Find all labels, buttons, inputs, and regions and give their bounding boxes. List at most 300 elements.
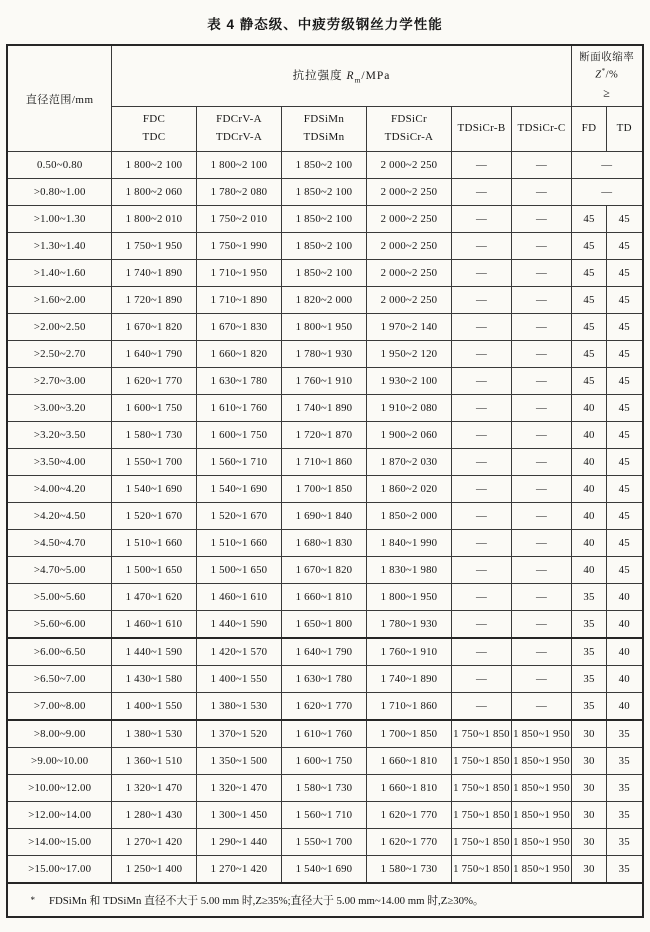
value-cell: 1 760~1 910	[366, 638, 451, 666]
diameter-cell: >1.60~2.00	[7, 287, 111, 314]
value-cell: 1 620~1 770	[111, 368, 196, 395]
value-cell: 1 800~1 950	[281, 314, 366, 341]
td-cell: 45	[607, 341, 643, 368]
value-cell: 1 700~1 850	[366, 720, 451, 748]
diameter-cell: >3.50~4.00	[7, 449, 111, 476]
table-row	[7, 449, 642, 476]
table-row	[7, 693, 642, 721]
td-cell: 40	[607, 584, 643, 611]
value-cell: 1 750~1 950	[111, 233, 196, 260]
grade-col-fdc-tdc	[111, 107, 196, 152]
grade-label: TD	[616, 122, 632, 135]
td-cell: 35	[607, 775, 643, 802]
diameter-cell: >5.60~6.00	[7, 611, 111, 639]
td-cell: 35	[607, 748, 643, 775]
value-cell: 1 510~1 660	[111, 530, 196, 557]
value-cell: 1 270~1 420	[111, 829, 196, 856]
fd-cell: 30	[572, 775, 607, 802]
diameter-cell: >14.00~15.00	[7, 829, 111, 856]
grade-label: FDSiCr	[390, 113, 427, 126]
value-cell: 1 830~1 980	[366, 557, 451, 584]
value-cell: —	[451, 179, 511, 206]
value-cell: —	[511, 422, 571, 449]
value-cell: —	[451, 287, 511, 314]
fd-cell: —	[572, 179, 643, 206]
value-cell: 1 850~1 950	[511, 856, 571, 884]
value-cell: —	[451, 449, 511, 476]
value-cell: 1 320~1 470	[196, 775, 281, 802]
fd-cell: 40	[572, 395, 607, 422]
value-cell: 1 690~1 840	[281, 503, 366, 530]
value-cell: 1 750~1 850	[451, 775, 511, 802]
value-cell: 1 600~1 750	[196, 422, 281, 449]
value-cell: 1 750~1 850	[451, 856, 511, 884]
table-row	[7, 856, 642, 884]
value-cell: 1 910~2 080	[366, 395, 451, 422]
reduction-footnote-ref: *	[601, 66, 606, 75]
reduction-header-suffix: /%	[605, 69, 619, 81]
value-cell: 1 550~1 700	[111, 449, 196, 476]
table-row	[7, 557, 642, 584]
value-cell: 1 700~1 850	[281, 476, 366, 503]
td-cell: 45	[607, 206, 643, 233]
table-row	[7, 829, 642, 856]
reduction-header-line1: 断面收缩率	[579, 51, 635, 63]
fd-cell: 35	[572, 584, 607, 611]
td-cell: 40	[607, 638, 643, 666]
value-cell: 1 300~1 450	[196, 802, 281, 829]
value-cell: —	[451, 233, 511, 260]
value-cell: —	[511, 638, 571, 666]
value-cell: —	[511, 206, 571, 233]
value-cell: —	[451, 422, 511, 449]
value-cell: —	[511, 611, 571, 639]
value-cell: 1 800~2 010	[111, 206, 196, 233]
fd-cell: 45	[572, 206, 607, 233]
value-cell: 1 850~1 950	[511, 802, 571, 829]
value-cell: 1 850~2 000	[366, 503, 451, 530]
value-cell: 1 320~1 470	[111, 775, 196, 802]
value-cell: —	[511, 341, 571, 368]
td-cell: 45	[607, 395, 643, 422]
value-cell: 1 540~1 690	[281, 856, 366, 884]
td-cell: 45	[607, 314, 643, 341]
value-cell: 2 000~2 250	[366, 260, 451, 287]
table-row	[7, 152, 642, 179]
fd-cell: 40	[572, 503, 607, 530]
table-row	[7, 287, 642, 314]
value-cell: 1 740~1 890	[281, 395, 366, 422]
header-row-groups	[7, 45, 642, 107]
diameter-cell: >6.50~7.00	[7, 666, 111, 693]
td-cell: 45	[607, 503, 643, 530]
value-cell: 1 870~2 030	[366, 449, 451, 476]
tensile-header-prefix: 抗拉强度	[292, 70, 347, 83]
value-cell: —	[451, 368, 511, 395]
value-cell: 1 510~1 660	[196, 530, 281, 557]
value-cell: 1 850~1 950	[511, 775, 571, 802]
value-cell: 1 380~1 530	[196, 693, 281, 721]
fd-cell: 40	[572, 557, 607, 584]
fd-cell: 45	[572, 368, 607, 395]
value-cell: 1 670~1 830	[196, 314, 281, 341]
fd-cell: 30	[572, 748, 607, 775]
value-cell: 1 740~1 890	[111, 260, 196, 287]
table-row	[7, 368, 642, 395]
value-cell: 1 460~1 610	[196, 584, 281, 611]
value-cell: 1 610~1 760	[196, 395, 281, 422]
value-cell: 1 500~1 650	[196, 557, 281, 584]
value-cell: —	[451, 666, 511, 693]
diameter-cell: >6.00~6.50	[7, 638, 111, 666]
value-cell: 1 620~1 770	[366, 829, 451, 856]
value-cell: —	[451, 638, 511, 666]
td-cell: 45	[607, 557, 643, 584]
diameter-cell: >9.00~10.00	[7, 748, 111, 775]
value-cell: 1 280~1 430	[111, 802, 196, 829]
value-cell: —	[511, 260, 571, 287]
diameter-range-header: 直径范围/mm	[7, 45, 111, 152]
value-cell: 2 000~2 250	[366, 179, 451, 206]
value-cell: —	[451, 530, 511, 557]
grade-col-fd	[572, 107, 607, 152]
value-cell: —	[511, 557, 571, 584]
value-cell: 1 660~1 810	[281, 584, 366, 611]
value-cell: 1 550~1 700	[281, 829, 366, 856]
value-cell: 1 800~2 060	[111, 179, 196, 206]
value-cell: 1 400~1 550	[111, 693, 196, 721]
grade-col-tdsicrc	[511, 107, 571, 152]
table-row	[7, 666, 642, 693]
value-cell: 1 580~1 730	[366, 856, 451, 884]
value-cell: 1 740~1 890	[366, 666, 451, 693]
value-cell: 1 750~1 850	[451, 720, 511, 748]
value-cell: —	[511, 530, 571, 557]
value-cell: 1 780~2 080	[196, 179, 281, 206]
fd-cell: 40	[572, 449, 607, 476]
table-row	[7, 748, 642, 775]
diameter-cell: >2.70~3.00	[7, 368, 111, 395]
tensile-symbol: R	[346, 70, 355, 83]
table-row	[7, 775, 642, 802]
grade-col-fdsimn-tdsimn	[281, 107, 366, 152]
value-cell: 1 750~1 850	[451, 829, 511, 856]
diameter-cell: >10.00~12.00	[7, 775, 111, 802]
value-cell: 1 440~1 590	[196, 611, 281, 639]
value-cell: —	[511, 152, 571, 179]
tensile-strength-header	[111, 45, 571, 107]
value-cell: 1 360~1 510	[111, 748, 196, 775]
value-cell: —	[511, 287, 571, 314]
value-cell: —	[451, 314, 511, 341]
value-cell: —	[451, 611, 511, 639]
value-cell: 1 540~1 690	[196, 476, 281, 503]
diameter-cell: >4.00~4.20	[7, 476, 111, 503]
value-cell: —	[451, 260, 511, 287]
grade-label: TDSiMn	[303, 131, 345, 143]
value-cell: 1 610~1 760	[281, 720, 366, 748]
diameter-cell: >5.00~5.60	[7, 584, 111, 611]
value-cell: 1 780~1 930	[366, 611, 451, 639]
grade-label: TDSiCr-A	[384, 131, 434, 143]
footnote-row	[7, 883, 642, 917]
td-cell: 45	[607, 368, 643, 395]
fd-cell: 30	[572, 829, 607, 856]
value-cell: 1 670~1 820	[111, 314, 196, 341]
value-cell: 1 720~1 890	[111, 287, 196, 314]
value-cell: —	[511, 693, 571, 721]
value-cell: 1 370~1 520	[196, 720, 281, 748]
value-cell: —	[511, 233, 571, 260]
value-cell: 1 420~1 570	[196, 638, 281, 666]
td-cell: 40	[607, 693, 643, 721]
diameter-cell: >0.80~1.00	[7, 179, 111, 206]
value-cell: 1 470~1 620	[111, 584, 196, 611]
value-cell: 1 380~1 530	[111, 720, 196, 748]
grade-label: FDCrV-A	[216, 113, 262, 126]
fd-cell: 45	[572, 287, 607, 314]
table-row	[7, 638, 642, 666]
value-cell: 1 680~1 830	[281, 530, 366, 557]
fd-cell: 35	[572, 638, 607, 666]
table-body	[7, 152, 642, 884]
value-cell: 1 520~1 670	[111, 503, 196, 530]
value-cell: 2 000~2 250	[366, 233, 451, 260]
value-cell: 1 580~1 730	[111, 422, 196, 449]
table-row	[7, 422, 642, 449]
reduction-header-line2	[572, 66, 642, 84]
table-row	[7, 611, 642, 639]
value-cell: 1 620~1 770	[366, 802, 451, 829]
footnote-cell	[7, 883, 642, 917]
diameter-cell: >8.00~9.00	[7, 720, 111, 748]
value-cell: 1 660~1 820	[196, 341, 281, 368]
td-cell: 35	[607, 856, 643, 884]
value-cell: 1 850~2 100	[281, 260, 366, 287]
value-cell: 1 660~1 810	[366, 775, 451, 802]
fd-cell: 35	[572, 693, 607, 721]
grade-col-fdsicr-tdsicra	[366, 107, 451, 152]
value-cell: —	[451, 503, 511, 530]
table-row	[7, 584, 642, 611]
value-cell: 2 000~2 250	[366, 287, 451, 314]
diameter-cell: >4.20~4.50	[7, 503, 111, 530]
value-cell: 1 900~2 060	[366, 422, 451, 449]
diameter-cell: >3.00~3.20	[7, 395, 111, 422]
value-cell: 1 820~2 000	[281, 287, 366, 314]
value-cell: 2 000~2 250	[366, 152, 451, 179]
value-cell: 1 850~2 100	[281, 152, 366, 179]
value-cell: 1 560~1 710	[281, 802, 366, 829]
diameter-cell: >4.70~5.00	[7, 557, 111, 584]
table-row	[7, 206, 642, 233]
grade-col-tdsicrb	[451, 107, 511, 152]
value-cell: 1 850~1 950	[511, 829, 571, 856]
value-cell: 1 710~1 890	[196, 287, 281, 314]
value-cell: 1 580~1 730	[281, 775, 366, 802]
diameter-cell: >2.00~2.50	[7, 314, 111, 341]
fd-cell: 30	[572, 720, 607, 748]
value-cell: 1 540~1 690	[111, 476, 196, 503]
value-cell: —	[511, 314, 571, 341]
table-row	[7, 179, 642, 206]
properties-table	[6, 44, 643, 918]
value-cell: 1 850~2 100	[281, 233, 366, 260]
fd-cell: 40	[572, 422, 607, 449]
diameter-cell: >7.00~8.00	[7, 693, 111, 721]
fd-cell: 40	[572, 476, 607, 503]
value-cell: 1 750~1 850	[451, 802, 511, 829]
td-cell: 45	[607, 422, 643, 449]
value-cell: 1 850~1 950	[511, 720, 571, 748]
value-cell: —	[511, 476, 571, 503]
grade-label: TDCrV-A	[215, 131, 263, 143]
grade-label: FDSiMn	[303, 113, 345, 126]
table-footer	[7, 883, 642, 917]
value-cell: —	[511, 449, 571, 476]
table-title: 表 4 静态级、中疲劳级钢丝力学性能	[207, 17, 443, 32]
table-row	[7, 395, 642, 422]
value-cell: 1 930~2 100	[366, 368, 451, 395]
value-cell: 1 970~2 140	[366, 314, 451, 341]
value-cell: 1 840~1 990	[366, 530, 451, 557]
diameter-cell: >12.00~14.00	[7, 802, 111, 829]
value-cell: 1 600~1 750	[111, 395, 196, 422]
value-cell: 1 720~1 870	[281, 422, 366, 449]
td-cell: 40	[607, 666, 643, 693]
fd-cell: 35	[572, 666, 607, 693]
diameter-cell: >3.20~3.50	[7, 422, 111, 449]
value-cell: 1 710~1 950	[196, 260, 281, 287]
td-cell: 45	[607, 476, 643, 503]
value-cell: —	[451, 206, 511, 233]
footnote-marker: *	[30, 894, 35, 905]
table-row	[7, 341, 642, 368]
fd-cell: 35	[572, 611, 607, 639]
value-cell: —	[451, 476, 511, 503]
value-cell: 1 350~1 500	[196, 748, 281, 775]
diameter-cell: >4.50~4.70	[7, 530, 111, 557]
value-cell: 1 560~1 710	[196, 449, 281, 476]
value-cell: 1 710~1 860	[281, 449, 366, 476]
value-cell: 1 780~1 930	[281, 341, 366, 368]
value-cell: —	[511, 179, 571, 206]
value-cell: —	[511, 503, 571, 530]
value-cell: 1 800~1 950	[366, 584, 451, 611]
fd-cell: 45	[572, 314, 607, 341]
value-cell: 1 290~1 440	[196, 829, 281, 856]
grade-col-td	[607, 107, 643, 152]
td-cell: 35	[607, 802, 643, 829]
value-cell: 1 620~1 770	[281, 693, 366, 721]
fd-cell: 45	[572, 260, 607, 287]
fd-cell: 45	[572, 233, 607, 260]
diameter-cell: >15.00~17.00	[7, 856, 111, 884]
diameter-cell: 0.50~0.80	[7, 152, 111, 179]
grade-label: FDC	[142, 113, 166, 126]
value-cell: 1 520~1 670	[196, 503, 281, 530]
value-cell: 1 400~1 550	[196, 666, 281, 693]
td-cell: 35	[607, 720, 643, 748]
value-cell: —	[511, 666, 571, 693]
fd-cell: 45	[572, 341, 607, 368]
value-cell: 1 640~1 790	[111, 341, 196, 368]
value-cell: 1 760~1 910	[281, 368, 366, 395]
grade-label: TDSiCr-C	[517, 122, 566, 135]
value-cell: 1 500~1 650	[111, 557, 196, 584]
value-cell: —	[511, 368, 571, 395]
td-cell: 35	[607, 829, 643, 856]
fd-cell: —	[572, 152, 643, 179]
value-cell: 1 750~2 010	[196, 206, 281, 233]
value-cell: —	[451, 152, 511, 179]
value-cell: 1 750~1 850	[451, 748, 511, 775]
value-cell: —	[451, 395, 511, 422]
grade-label: TDSiCr-B	[457, 122, 506, 135]
table-header	[7, 45, 642, 152]
td-cell: 45	[607, 287, 643, 314]
table-row	[7, 530, 642, 557]
value-cell: 1 460~1 610	[111, 611, 196, 639]
value-cell: 1 430~1 580	[111, 666, 196, 693]
value-cell: 1 850~2 100	[281, 179, 366, 206]
footnote-text: FDSiMn 和 TDSiMn 直径不大于 5.00 mm 时,Z≥35%;直径大于 5.00 mm~14.00 mm 时,Z≥30%。	[48, 894, 484, 907]
value-cell: —	[451, 693, 511, 721]
value-cell: 1 800~2 100	[196, 152, 281, 179]
td-cell: 45	[607, 530, 643, 557]
reduction-symbol: Z	[595, 69, 602, 81]
table-row	[7, 503, 642, 530]
value-cell: 1 860~2 020	[366, 476, 451, 503]
value-cell: 1 440~1 590	[111, 638, 196, 666]
grade-col-fdcrv-tdcrv	[196, 107, 281, 152]
td-cell: 45	[607, 260, 643, 287]
value-cell: 1 640~1 790	[281, 638, 366, 666]
value-cell: 1 630~1 780	[196, 368, 281, 395]
value-cell: 1 850~2 100	[281, 206, 366, 233]
value-cell: 1 250~1 400	[111, 856, 196, 884]
value-cell: 1 650~1 800	[281, 611, 366, 639]
value-cell: 1 850~1 950	[511, 748, 571, 775]
value-cell: 1 800~2 100	[111, 152, 196, 179]
table-row	[7, 233, 642, 260]
diameter-cell: >1.40~1.60	[7, 260, 111, 287]
fd-cell: 30	[572, 856, 607, 884]
diameter-cell: >2.50~2.70	[7, 341, 111, 368]
td-cell: 45	[607, 233, 643, 260]
value-cell: 1 600~1 750	[281, 748, 366, 775]
value-cell: 1 950~2 120	[366, 341, 451, 368]
value-cell: 1 750~1 990	[196, 233, 281, 260]
value-cell: —	[451, 341, 511, 368]
fd-cell: 30	[572, 802, 607, 829]
value-cell: 1 710~1 860	[366, 693, 451, 721]
grade-label: FD	[581, 122, 597, 135]
value-cell: 2 000~2 250	[366, 206, 451, 233]
diameter-cell: >1.30~1.40	[7, 233, 111, 260]
tensile-symbol-subscript: m	[354, 75, 362, 85]
reduction-of-area-header	[572, 45, 643, 107]
greater-equal-sign: ≥	[603, 85, 611, 100]
table-row	[7, 260, 642, 287]
grade-label: TDC	[142, 131, 166, 143]
value-cell: —	[451, 557, 511, 584]
value-cell: 1 270~1 420	[196, 856, 281, 884]
td-cell: 40	[607, 611, 643, 639]
value-cell: —	[511, 584, 571, 611]
value-cell: —	[511, 395, 571, 422]
value-cell: 1 670~1 820	[281, 557, 366, 584]
